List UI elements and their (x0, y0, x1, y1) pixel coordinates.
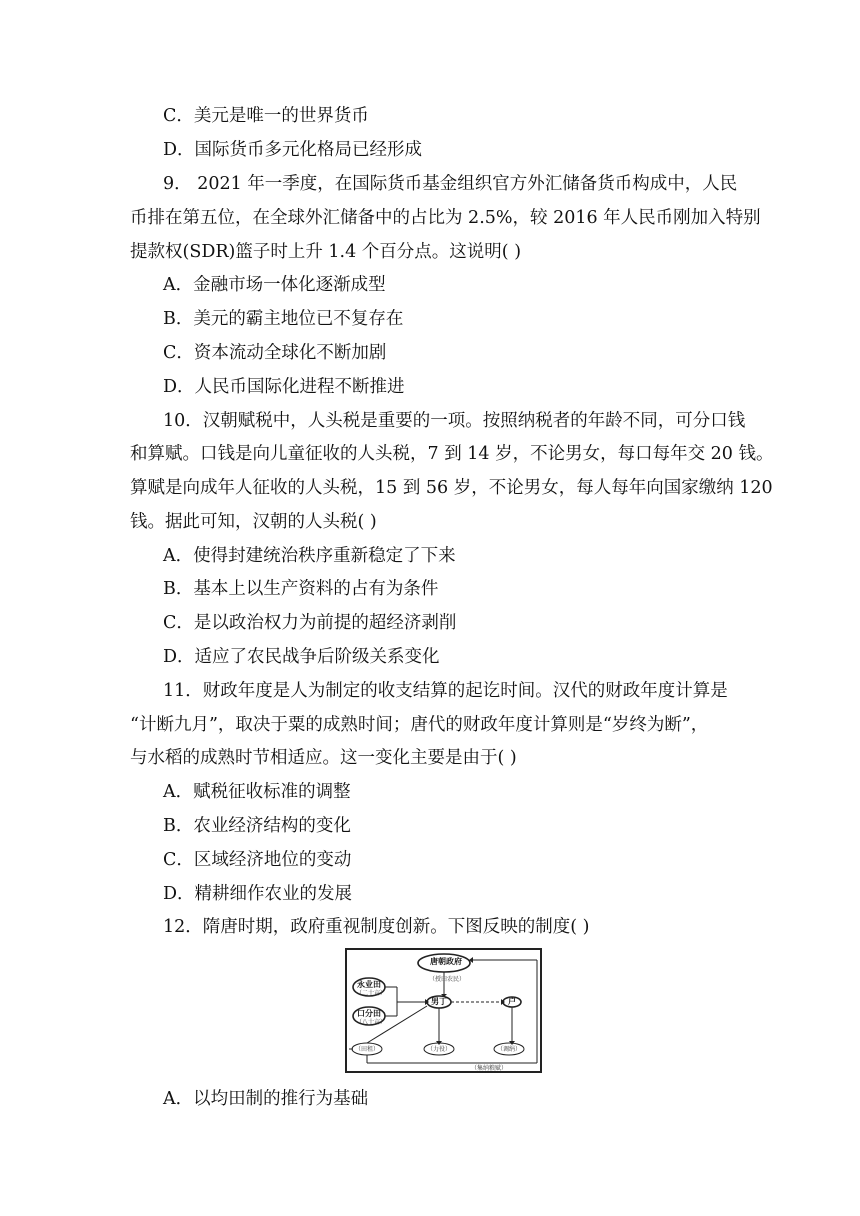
koufen-field-sub-label: （八十亩） (356, 1019, 387, 1026)
q11-option-a: A．赋税征收标准的调整 (163, 782, 351, 802)
q8-option-d: D．国际货币多元化格局已经形成 (163, 140, 423, 160)
yongye-field-sub-label: （二十亩） (356, 990, 387, 997)
government-label: 唐朝政府 (430, 957, 462, 966)
yongye-field-label: 永业田 (357, 980, 381, 989)
q9-option-c: C．资本流动全球化不断加剧 (163, 343, 387, 363)
labor-service-label: （力役） (427, 1046, 452, 1053)
q10-stem-line-1: 10．汉朝赋税中，人头税是重要的一项。按照纳税者的年龄不同，可分口钱 (163, 411, 746, 431)
household-label: 户 (508, 997, 516, 1006)
government-sub-label: （授田农民） (429, 976, 466, 983)
q10-option-a: A．使得封建统治秩序重新稳定了下来 (163, 546, 456, 566)
q9-option-d: D．人民币国际化进程不断推进 (163, 377, 405, 397)
q12-option-a: A．以均田制的推行为基础 (163, 1089, 369, 1109)
silk-levy-label: （调绢） (497, 1046, 522, 1053)
collect-tax-label: （集纳粮赋） (471, 1065, 508, 1072)
q9-stem-line-3: 提款权(SDR)篮子时上升 1.4 个百分点。这说明( ) (130, 242, 522, 262)
q11-option-d: D．精耕细作农业的发展 (163, 884, 353, 904)
q9-option-a: A．金融市场一体化逐渐成型 (163, 275, 386, 295)
q10-option-d: D．适应了农民战争后阶级关系变化 (163, 647, 440, 667)
q9-option-b: B．美元的霸主地位已不复存在 (163, 309, 404, 329)
q9-stem-line-2: 币排在第五位，在全球外汇储备中的占比为 2.5%，较 2016 年人民币刚加入特别 (130, 208, 761, 228)
q11-option-c: C．区域经济地位的变动 (163, 850, 352, 870)
q10-stem-line-2: 和算赋。口钱是向儿童征收的人头税，7 到 14 岁，不论男女，每口每年交 20 钱。 (130, 444, 774, 464)
q11-stem-line-1: 11．财政年度是人为制定的收支结算的起讫时间。汉代的财政年度计算是 (163, 681, 728, 701)
q9-stem-line-1: 9． 2021 年一季度，在国际货币基金组织官方外汇储备货币构成中，人民 (163, 174, 738, 194)
q12-stem: 12．隋唐时期，政府重视制度创新。下图反映的制度( ) (163, 917, 590, 937)
q10-option-b: B．基本上以生产资料的占有为条件 (163, 579, 439, 599)
q10-stem-line-3: 算赋是向成年人征收的人头税，15 到 56 岁，不论男女，每人每年向国家缴纳 120 (130, 478, 773, 498)
q10-option-c: C．是以政治权力为前提的超经济剥削 (163, 613, 457, 633)
q11-stem-line-2: “计断九月”，取决于粟的成熟时间；唐代的财政年度计算则是“岁终为断”， (130, 715, 709, 735)
male-adult-label: 男丁 (431, 997, 447, 1006)
q11-stem-line-3: 与水稻的成熟时节相适应。这一变化主要是由于( ) (130, 748, 517, 768)
land-tax-system-diagram (345, 948, 542, 1073)
q11-option-b: B．农业经济结构的变化 (163, 816, 351, 836)
q8-option-c: C．美元是唯一的世界货币 (163, 106, 369, 126)
koufen-field-label: 口分田 (357, 1009, 381, 1018)
field-rent-label: （田租） (355, 1046, 380, 1053)
q10-stem-line-4: 钱。据此可知，汉朝的人头税( ) (130, 512, 377, 532)
